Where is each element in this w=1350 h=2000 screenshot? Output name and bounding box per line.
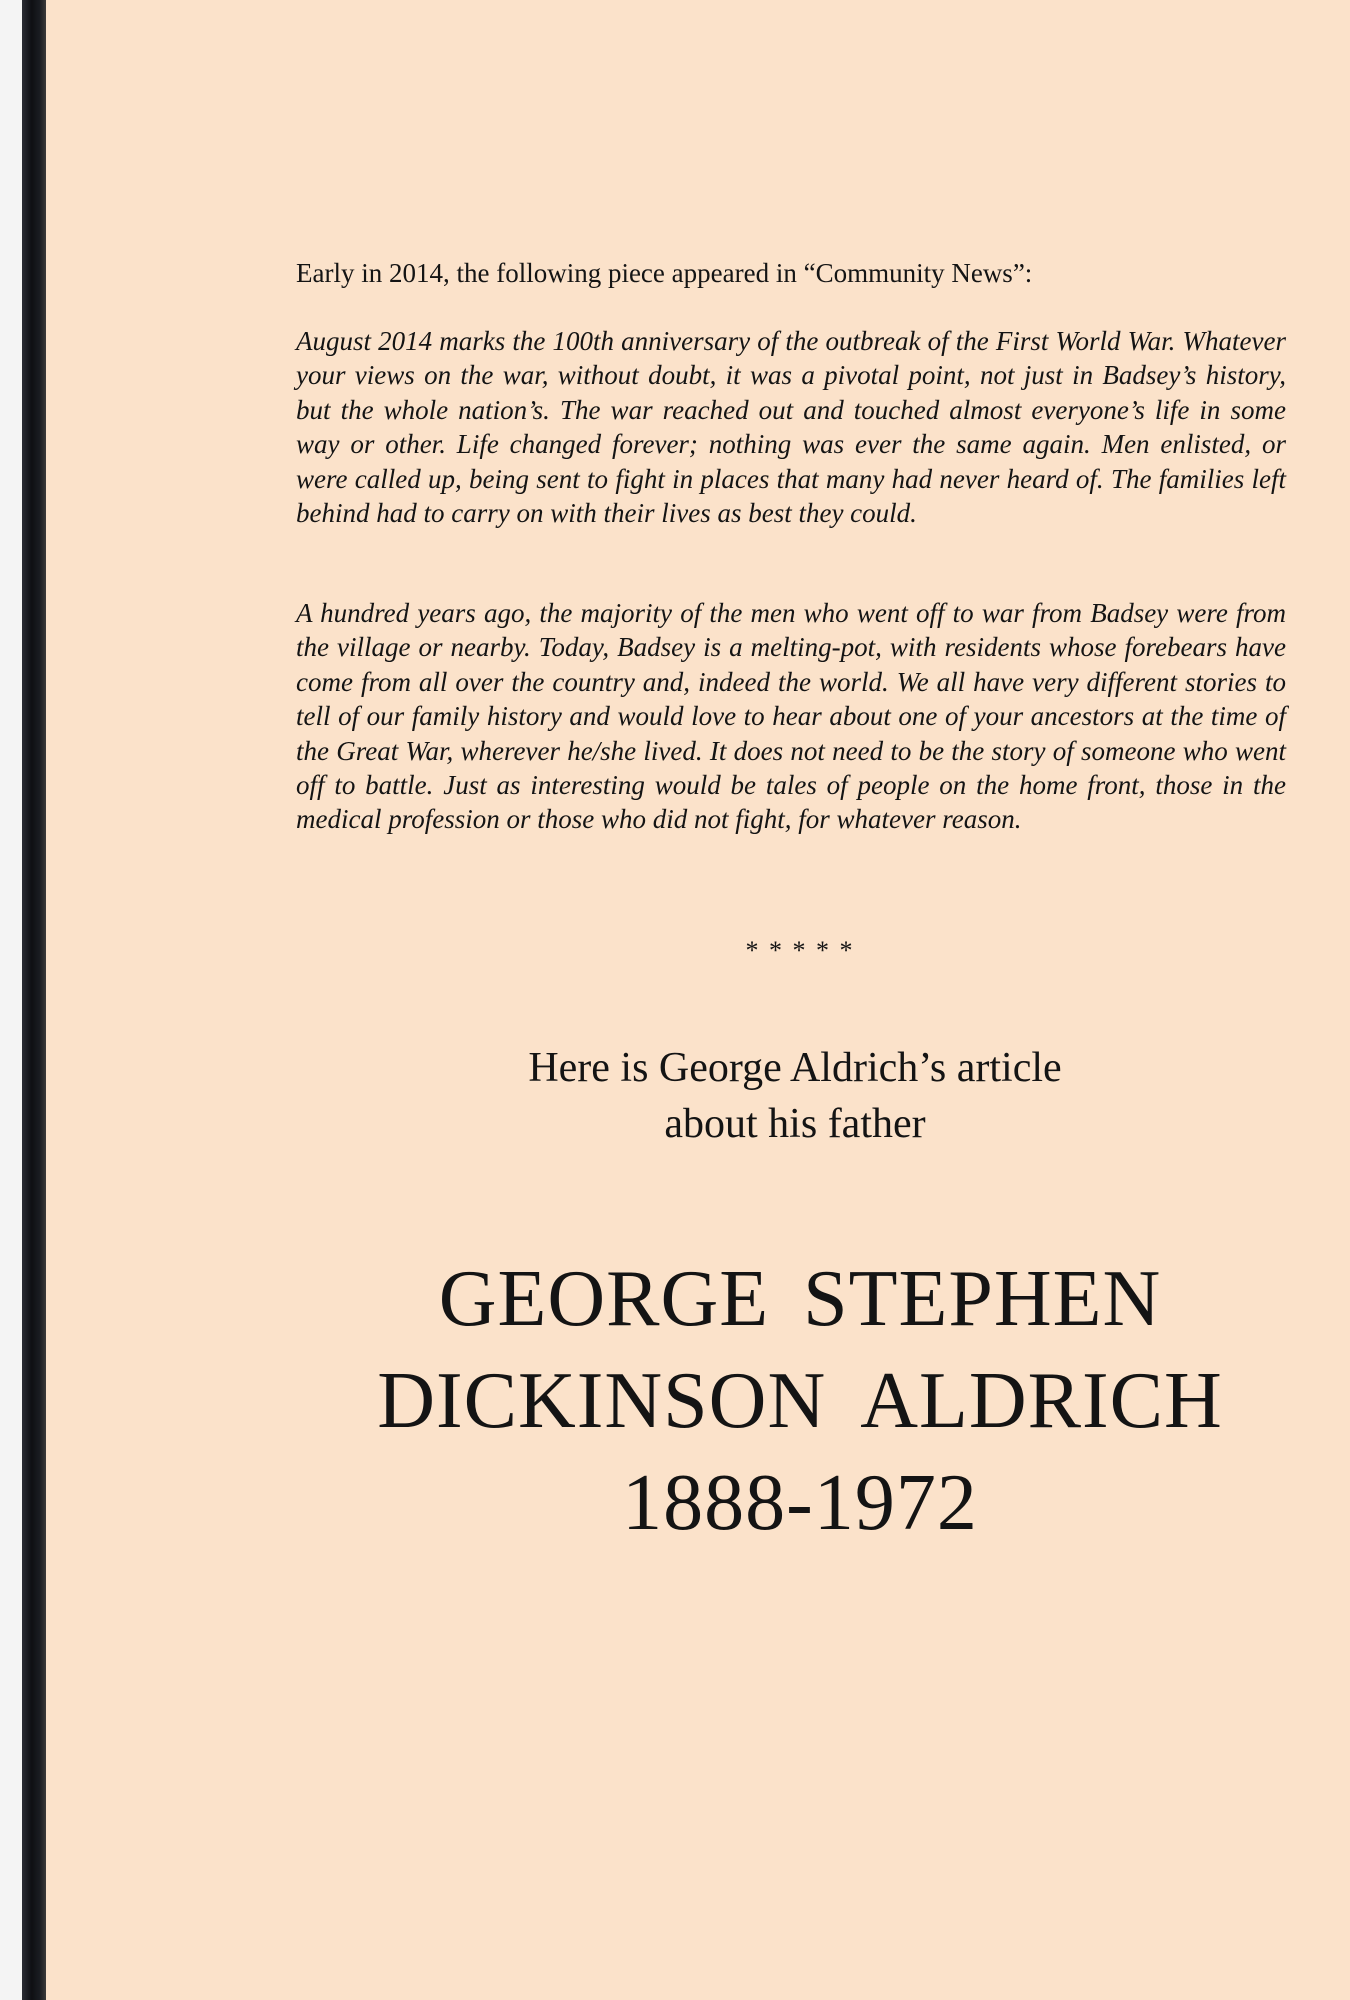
quote-paragraph-1: August 2014 marks the 100th anniversary of the outbreak of the First World War. Whatever your views on the war, without doubt, it was a pivotal point, not just in Badsey’s history, but the whole nation’s. The war reached out and touched almost everyone’s life in some way or other. Life changed forever; nothing was ever the same again. Men enlisted, or were called up, being sent to fight in places that many had never heard of. The families left behind had to carry on with their lives as best they could.: [296, 326, 1286, 529]
subheading-line-1: Here is George Aldrich’s article: [528, 1045, 1062, 1091]
section-separator: * * * * *: [745, 936, 855, 965]
title-life-dates: 1888-1972: [622, 1459, 978, 1547]
page-paper: [46, 0, 1350, 2000]
title-line-1: [280, 1248, 1320, 1350]
intro-line: Early in 2014, the following piece appeared in “Community News”:: [296, 258, 1033, 288]
article-subheading: [380, 1040, 1210, 1152]
quote-paragraph-2: A hundred years ago, the majority of the men who went off to war from Badsey were from the village or nearby. Today, Badsey is a melting-pot, with residents whose forebears have come from all over the country and, indeed the world. We all have very different stories to tell of our family history and would love to hear about one of your ancestors at the time of the Great War, wherever he/she lived. It does not need to be the story of someone who went off to battle. Just as interesting would be tales of people on the home front, those in the medical profession or those who did not fight, for whatever reason.: [296, 598, 1286, 835]
title-line-2: [280, 1350, 1320, 1452]
subheading-line-2: about his father: [664, 1101, 926, 1147]
page-left-margin: [0, 0, 22, 2000]
title-surname: ALDRICH: [860, 1357, 1223, 1445]
article-title: [280, 1248, 1320, 1554]
title-first-name: GEORGE: [438, 1255, 770, 1343]
title-second-middle-name: DICKINSON: [377, 1357, 827, 1445]
book-binding-edge: [22, 0, 46, 2000]
title-middle-name: STEPHEN: [803, 1255, 1162, 1343]
